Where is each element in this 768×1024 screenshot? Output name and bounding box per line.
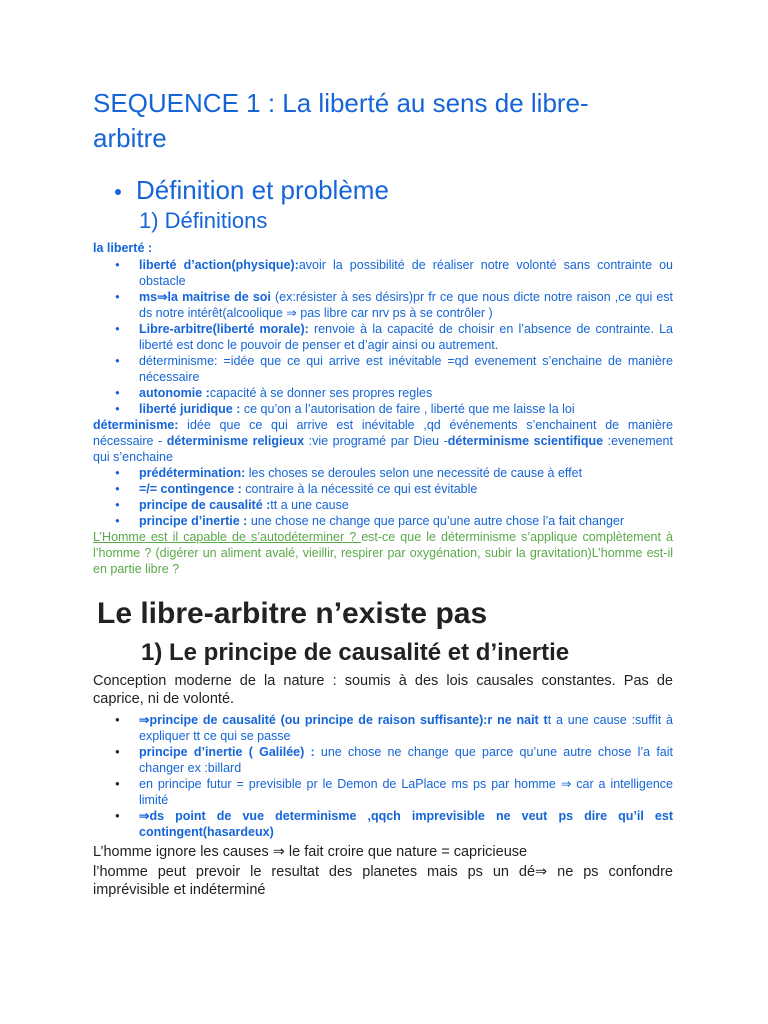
term: ⇒principe de causalité (ou principe de raison suffisante):r ne nait t <box>139 713 548 727</box>
list-item <box>93 481 673 497</box>
definitions-list-2 <box>93 465 673 529</box>
text: :evenement qui s’enchaine <box>93 434 673 464</box>
definition-text: (ex:résister à ses désirs)pr fr ce que nous dicte notre raison ,ce qui est ds notre intérêt(alcoolique ⇒ pas libre car nrv ps à se contrôler ) <box>139 290 674 320</box>
list-item <box>93 289 673 321</box>
definition-text: capacité à se donner ses propres regles <box>209 386 433 400</box>
term: Libre-arbitre(liberté morale): <box>139 322 309 336</box>
subheading-causalite: 1) Le principe de causalité et d’inertie <box>141 639 570 666</box>
term: déterminisme: <box>93 418 179 432</box>
term: principe d’inertie : <box>139 514 248 528</box>
list-item <box>93 385 673 401</box>
definition-text: ce qu’on a l’autorisation de faire , liberté que me laisse la loi <box>240 402 575 416</box>
term: ⇒ds point de vue determinisme ,qqch imprevisible ne veut ps dire qu’il est contingent(hasardeux) <box>139 809 673 839</box>
definition-text: tt a une cause <box>270 498 349 512</box>
definitions-list-1 <box>93 257 673 417</box>
list-item <box>93 712 673 744</box>
subheading-definitions: 1) Définitions <box>139 208 268 233</box>
list-item <box>93 257 673 289</box>
list-item <box>93 321 673 353</box>
definition-text: une chose ne change que parce qu’une autre chose l’a fait changer ex :billard <box>139 745 674 775</box>
question-underlined: L’Homme est il capable de s’autodéterminer ? <box>93 530 362 544</box>
determinisme-paragraph <box>93 417 673 465</box>
text: idée que ce qui arrive est inévitable ,qd événements s’enchainent de manière nécessaire - <box>93 418 673 448</box>
bullet-icon <box>115 189 121 195</box>
question-rest: est-ce que le déterminisme s’applique complètement à l’homme ? (digérer un aliment avalé, vieillir, respirer par oxygénation, subir la gravitation)L’homme est-il en partie libre ? <box>93 530 673 576</box>
term: déterminisme religieux <box>166 434 305 448</box>
list-item <box>93 353 673 385</box>
definition-text: t a une cause :suffit à expliquer tt ce qui se passe <box>139 713 673 743</box>
list-item <box>93 401 673 417</box>
definition-text: les choses se deroules selon une necessité de cause à effet <box>245 466 583 480</box>
section-heading-libre-arbitre: Le libre-arbitre n’existe pas <box>97 597 488 630</box>
definition-text: contraire à la nécessité ce qui est évitable <box>241 482 478 496</box>
definition-text: déterminisme: =idée que ce qui arrive est inévitable =qd evenement s’enchaine de manière nécessaire <box>139 354 673 384</box>
term: déterminisme scientifique <box>447 434 604 448</box>
term: liberté d’action(physique): <box>139 258 299 272</box>
section-heading-text: Définition et problème <box>136 175 389 205</box>
term: liberté juridique : <box>139 402 241 416</box>
term: =/= contingence : <box>139 482 242 496</box>
term: principe de causalité : <box>139 498 271 512</box>
text: :vie programé par Dieu - <box>304 434 448 448</box>
definition-text: avoir la possibilité de réaliser notre volonté sans contrainte ou obstacle <box>139 258 674 288</box>
intro-paragraph: Conception moderne de la nature : soumis à des lois causales constantes. Pas de caprice, ni de volonté. <box>93 673 673 707</box>
definition-text: en principe futur = previsible pr le Demon de LaPlace ms ps par homme ⇒ car a intelligence limité <box>139 777 673 807</box>
list-item <box>93 776 673 808</box>
question-paragraph <box>93 529 673 577</box>
term: principe d’inertie ( Galilée) : <box>139 745 315 759</box>
list-item <box>93 465 673 481</box>
definition-text: renvoie à la capacité de choisir en l’absence de contrainte. La liberté est donc le pouvoir de penser et d’agir ainsi ou autrement. <box>139 322 674 352</box>
paragraph-causes: L’homme ignore les causes ⇒ le fait croire que nature = capricieuse <box>93 844 528 860</box>
causality-list <box>93 712 673 840</box>
list-item <box>93 808 673 840</box>
list-item <box>93 744 673 776</box>
term: prédétermination: <box>139 466 246 480</box>
list-item <box>93 497 673 513</box>
term: autonomie : <box>139 386 210 400</box>
term: ms⇒la maitrise de soi <box>139 290 271 304</box>
liberte-label: la liberté : <box>93 241 153 255</box>
definition-text: une chose ne change que parce qu’une autre chose l’a fait changer <box>247 514 625 528</box>
section-heading-definition <box>115 173 389 207</box>
list-item <box>93 513 673 529</box>
page-title: SEQUENCE 1 : La liberté au sens de libre-arbitre <box>93 88 589 153</box>
paragraph-planetes: l’homme peut prevoir le resultat des planetes mais ps un dé⇒ ne ps confondre imprévisible et indéterminé <box>93 864 673 898</box>
